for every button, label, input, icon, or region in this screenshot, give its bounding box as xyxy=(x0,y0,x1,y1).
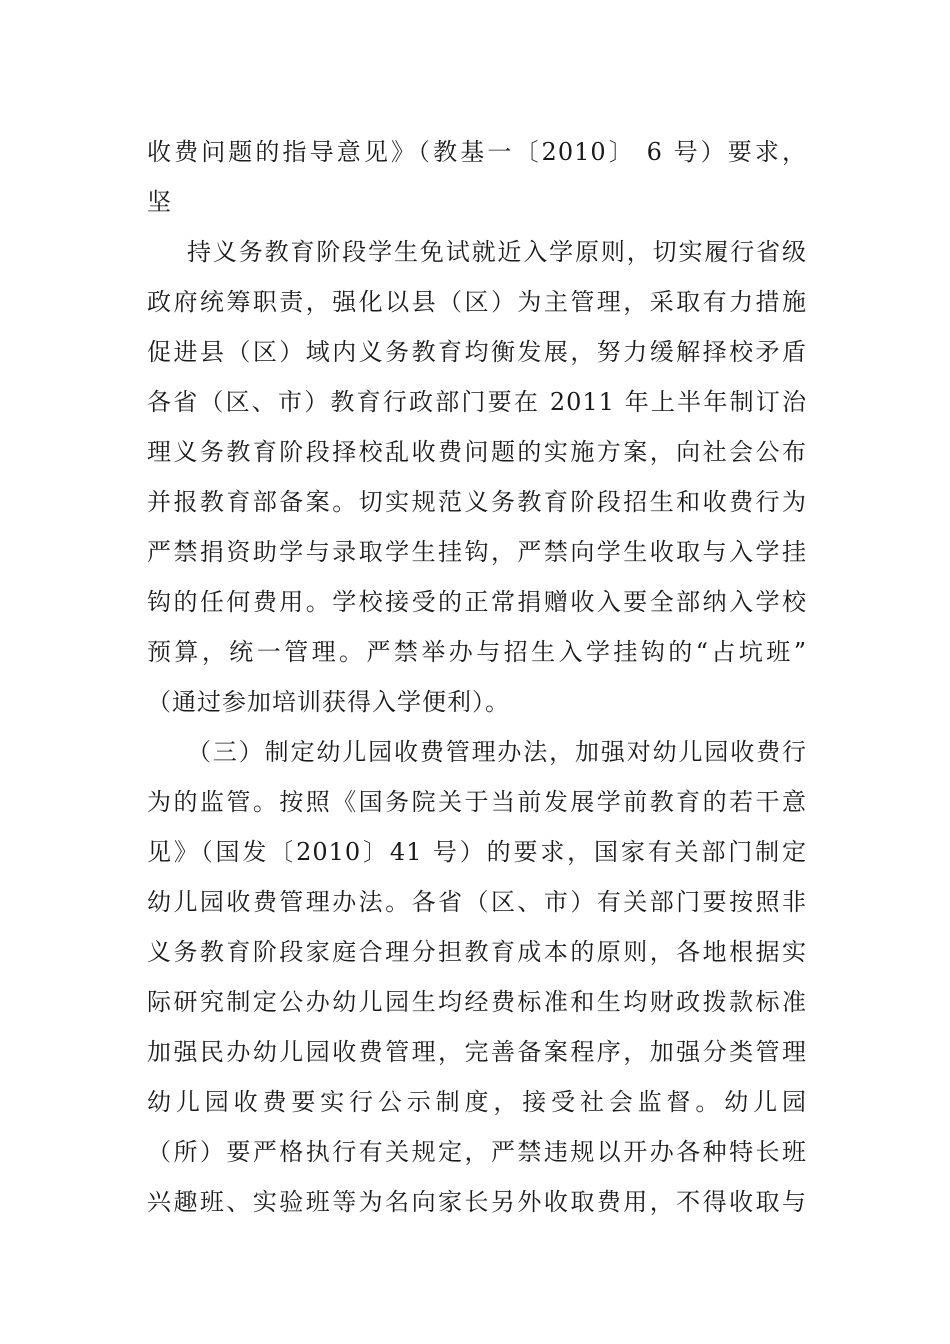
text-line: 钩的任何费用。学校接受的正常捐赠收入要全部纳入学校 xyxy=(147,588,807,616)
text-line: （三）制定幼儿园收费管理办法，加强对幼儿园收费行 xyxy=(187,738,807,766)
text-line: 加强民办幼儿园收费管理，完善备案程序，加强分类管理 xyxy=(147,1038,807,1066)
text-line: 政府统筹职责，强化以县（区）为主管理，采取有力措施 xyxy=(147,288,807,316)
text-line: 兴趣班、实验班等为名向家长另外收取费用，不得收取与 xyxy=(147,1188,807,1216)
text-line: 为的监管。按照《国务院关于当前发展学前教育的若干意 xyxy=(147,788,807,816)
text-line: 促进县（区）域内义务教育均衡发展，努力缓解择校矛盾 xyxy=(147,338,807,366)
text-line: （所）要严格执行有关规定，严禁违规以开办各种特长班 xyxy=(147,1138,807,1166)
text-line: 理义务教育阶段择校乱收费问题的实施方案，向社会公布 xyxy=(147,438,807,466)
text-line: 各省（区、市）教育行政部门要在 2011 年上半年制订治 xyxy=(147,388,807,416)
text-line: 幼儿园收费管理办法。各省（区、市）有关部门要按照非 xyxy=(147,888,807,916)
text-line: 幼儿园收费要实行公示制度，接受社会监督。幼儿园 xyxy=(147,1088,807,1116)
text-line: 义务教育阶段家庭合理分担教育成本的原则，各地根据实 xyxy=(147,938,807,966)
text-line: 并报教育部备案。切实规范义务教育阶段招生和收费行为 xyxy=(147,488,807,516)
text-line: 见》（国发〔2010〕41 号）的要求，国家有关部门制定 xyxy=(147,838,807,866)
text-line: （通过参加培训获得入学便利）。 xyxy=(147,688,510,716)
text-line: 收费问题的指导意见》（教基一〔2010〕 6 号）要求， xyxy=(147,138,807,166)
text-line: 预算，统一管理。严禁举办与招生入学挂钩的“占坑班” xyxy=(147,638,807,666)
text-line: 际研究制定公办幼儿园生均经费标准和生均财政拨款标准 xyxy=(147,988,807,1016)
text-line: 严禁捐资助学与录取学生挂钩，严禁向学生收取与入学挂 xyxy=(147,538,807,566)
text-line: 坚 xyxy=(147,188,172,216)
text-line: 持义务教育阶段学生免试就近入学原则，切实履行省级 xyxy=(187,238,807,266)
